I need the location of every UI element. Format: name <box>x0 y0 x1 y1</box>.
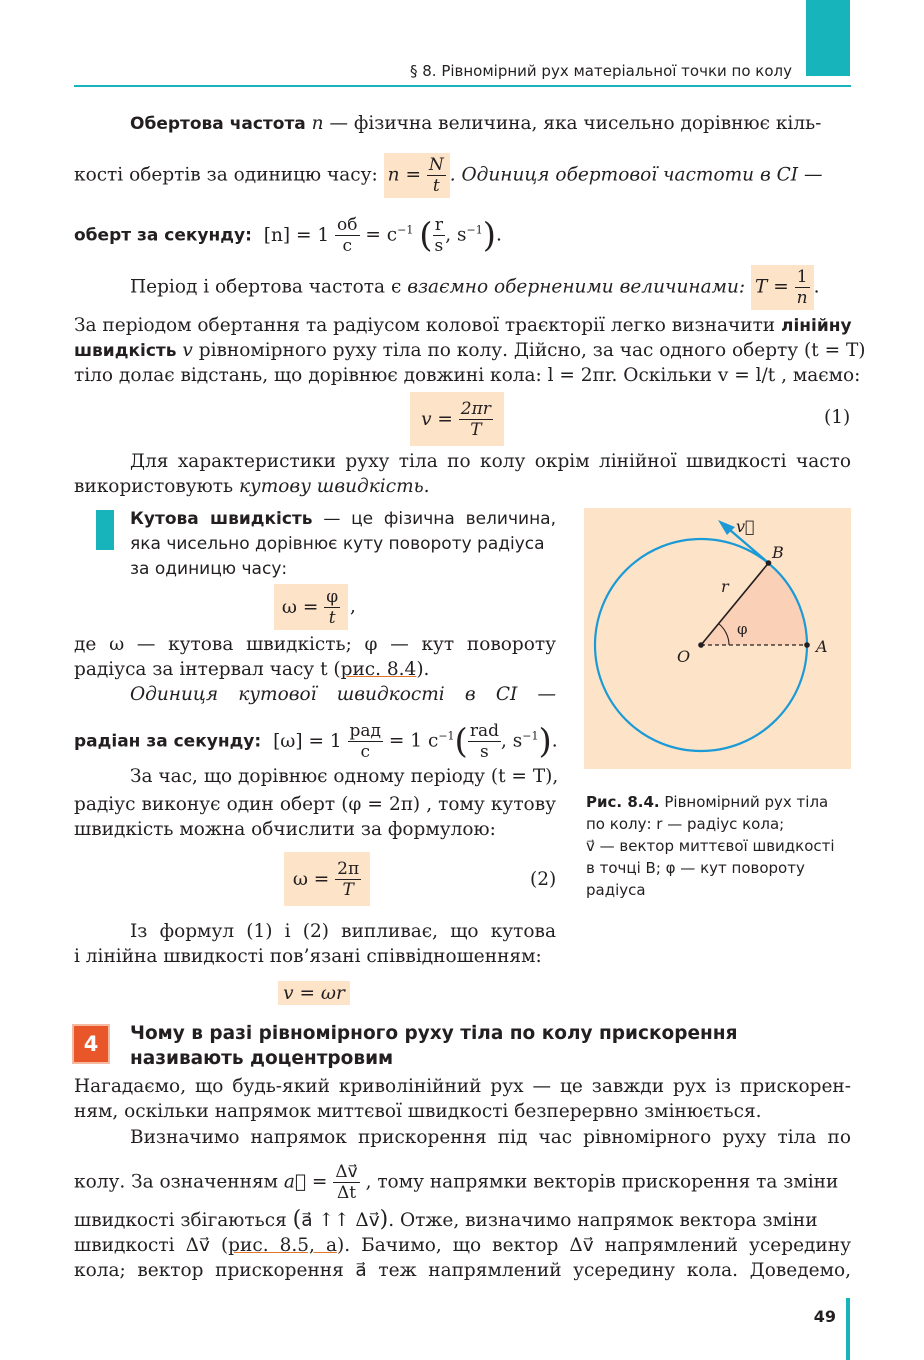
def-unit-line2: радіан за секунду: [ω] = 1 $\frac{\text{рад}}{с}$ = 1 $с^{-1}$( $\frac{\text{rad}}{s}$ , $s^{-1}$). <box>74 721 558 762</box>
omega-formula-comma: , <box>350 596 356 617</box>
def-concl-line1: Із формул (1) і (2) випливає, що кутова <box>130 921 556 942</box>
fig-8-5a-link[interactable]: рис. 8.5, а <box>228 1235 338 1256</box>
figure-8-4-caption: Рис. 8.4. Рівномірний рух тіла по колу: r — радіус кола; v⃗ — вектор миттєвої швидкості в точці B; φ — кут повороту радіуса <box>586 793 835 899</box>
s4-p4: колу. За означенням a⃗ = $\frac{\Delta v⃗}{\Delta t}$ , тому напрямки векторів прискорення та зміни <box>74 1162 839 1203</box>
footer-accent-bar <box>846 1298 850 1360</box>
p1-line3: оберт за секунду: [n] = 1 $\frac{об}{с}$ = $с^{-1}$ ( $\frac{r}{s}$ , $s^{-1}$). <box>74 215 502 256</box>
figure-8-4 <box>584 508 851 769</box>
section-heading: Чому в разі рівномірного руху тіла по колу прискорення називають доцентровим <box>130 1023 738 1069</box>
def-period-line2: радіус виконує один оберт (φ = 2π) , тому кутову <box>74 794 556 815</box>
definition-text: Кутова швидкість — це фізична величина, яка чисельно дорівнює куту повороту радіуса за одиницю часу: <box>130 509 557 579</box>
def-period-line1: За час, що дорівнює одному періоду (t = T), <box>130 766 559 787</box>
s4-p1: Нагадаємо, що будь-який криволінійний рух — це завжди рух із прискорен- <box>74 1076 851 1097</box>
point-O <box>698 642 704 648</box>
p1-line4: Період і обертова частота є взаємно оберненими величинами: T = $\frac{1}{n}$ . <box>130 267 820 308</box>
header-accent-block <box>806 0 850 76</box>
label-A: A <box>816 637 828 656</box>
definition-marker <box>96 510 114 550</box>
p3-line1: Для характеристики руху тіла по колу окрім лінійної швидкості часто <box>130 451 851 472</box>
p3-line2: використовують кутову швидкість. <box>74 476 430 497</box>
label-phi: φ <box>737 620 748 638</box>
s4-p5: швидкості збігаються (a⃗ ↑↑ Δv⃗). Отже, визначимо напрямок вектора зміни <box>74 1207 818 1232</box>
def-concl-line2: і лінійна швидкості пов’язані співвідношенням: <box>74 946 542 967</box>
p2-line3: тіло долає відстань, що дорівнює довжині кола: l = 2πr. Оскільки v = l/t , маємо: <box>74 365 861 386</box>
s4-p7: кола; вектор прискорення a⃗ теж напрямлений усередину кола. Доведемо, <box>74 1260 851 1281</box>
page-number: 49 <box>813 1307 836 1326</box>
p2-line1: За періодом обертання та радіусом колової траєкторії легко визначити лінійну <box>74 315 852 336</box>
s4-p6: швидкості Δv⃗ (рис. 8.5, а). Бачимо, що вектор Δv⃗ напрямлений усередину <box>74 1235 851 1256</box>
def-period-line3: швидкість можна обчислити за формулою: <box>74 819 496 840</box>
def-where-line2: радіуса за інтервал часу t (рис. 8.4). <box>74 659 430 680</box>
period-formula: T = $\frac{1}{n}$ <box>751 265 814 310</box>
s4-p2: ням, оскільки напрямок миттєвої швидкості безперервно змінюється. <box>74 1101 762 1122</box>
label-O: O <box>677 647 691 666</box>
point-A <box>804 642 810 648</box>
equation-1-label: (1) <box>824 407 851 428</box>
header-rule <box>74 85 851 87</box>
point-B <box>766 560 772 566</box>
def-unit-line1: Одиниця кутової швидкості в СІ — <box>130 684 556 705</box>
s4-p3: Визначимо напрямок прискорення під час рівномірного руху тіла по <box>130 1127 851 1148</box>
equation-3: v = ωr <box>278 981 350 1005</box>
p2-line2: швидкість v рівномірного руху тіла по колу. Дійсно, за час одного оберту (t = T) <box>74 340 866 361</box>
p1-line1: Обертова частота n — фізична величина, яка чисельно дорівнює кіль- <box>130 113 822 134</box>
label-v: v⃗ <box>736 517 755 536</box>
running-header: § 8. Рівномірний рух матеріальної точки по колу <box>409 62 792 80</box>
equation-2-label: (2) <box>530 869 557 890</box>
figure-8-4-diagram <box>584 508 851 769</box>
p1-line2: кості обертів за одиницю часу: n = $\frac{N}{t}$ . Одиниця обертової частоти в СІ — <box>74 155 823 196</box>
def-where-line1: де ω — кутова швидкість; φ — кут повороту <box>74 634 556 655</box>
equation-2: ω = $\frac{2\pi}{T}$ <box>284 852 370 906</box>
n-formula: n = $\frac{N}{t}$ <box>384 153 450 198</box>
fig-8-4-link[interactable]: рис. 8.4 <box>340 659 417 680</box>
label-B: B <box>772 543 784 562</box>
label-r: r <box>721 577 729 596</box>
omega-formula: ω = $\frac{\varphi}{t}$ <box>274 584 348 630</box>
equation-1: v = $\frac{2\pi r}{T}$ <box>410 392 504 446</box>
swept-sector <box>701 563 807 645</box>
section-number-badge: 4 <box>74 1026 108 1062</box>
